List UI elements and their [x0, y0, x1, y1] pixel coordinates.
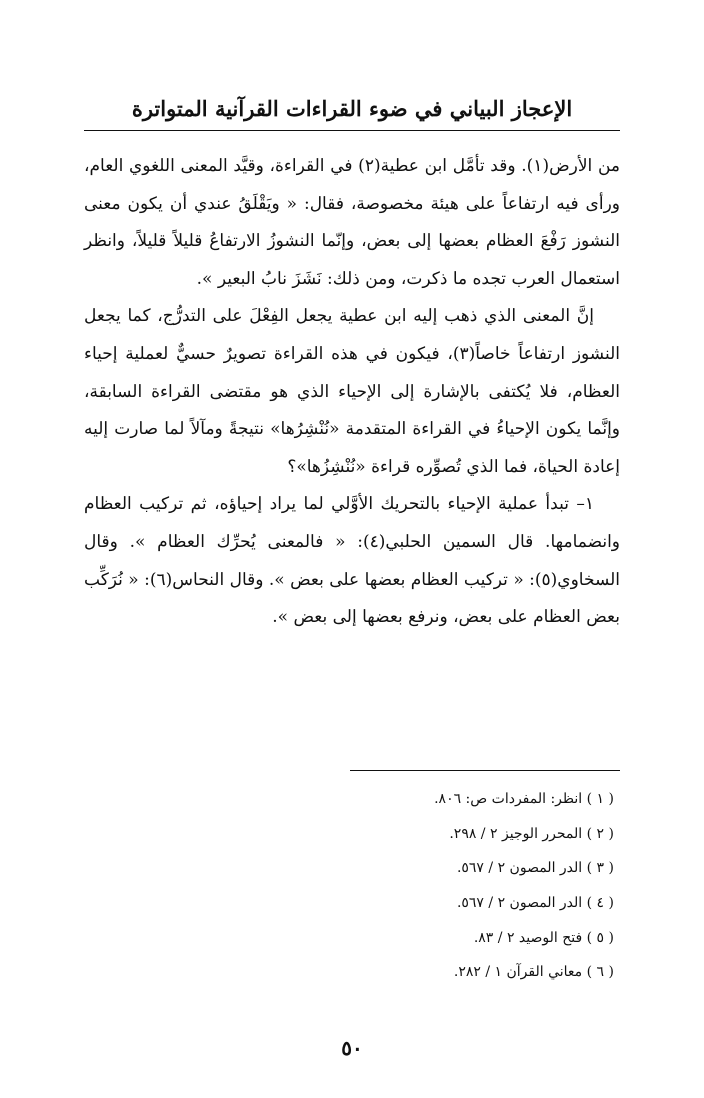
footnote-5: ( ٥ ) فتح الوصيد ٢ / ٨٣. — [473, 929, 614, 946]
paragraph-1: من الأرض(١). وقد تأمَّل ابن عطية(٢) في القراءة، وقيَّد المعنى اللغوي العام، ورأى فيه ارتفاعاً على هيئة مخصوصة، فقال: « ويَقْلَقُ عندي أن يكون معنى النشوز رَفْعَ العظام بعضها إلى بعض، وإنّما النشوزُ الارتفاعُ قليلاً قليلاً، وانظر استعمال العرب تجده ما ذكرت، ومن ذلك: نَشَزَ نابُ البعير ». — [84, 156, 620, 289]
footnote-3: ( ٣ ) الدر المصون ٢ / ٥٦٧. — [456, 860, 614, 877]
page-number: ٥٠ — [341, 1036, 363, 1060]
main-text — [84, 148, 620, 637]
footnote-4: ( ٤ ) الدر المصون ٢ / ٥٦٧. — [456, 895, 614, 912]
footnote-divider — [350, 770, 620, 771]
footnote-1: ( ١ ) انظر: المفردات ص: ٨٠٦. — [434, 791, 614, 807]
footnotes-list — [84, 782, 614, 990]
header-divider — [84, 130, 620, 131]
running-header-title: الإعجاز البياني في ضوء القراءات القرآنية المتواترة — [131, 96, 573, 121]
footnote-2: ( ٢ ) المحرر الوجيز ٢ / ٢٩٨. — [449, 825, 614, 842]
paragraph-2: إنَّ المعنى الذي ذهب إليه ابن عطية يجعل الفِعْلَ على التدرُّج، كما يجعل النشوز ارتفاعاً خاصاً(٣)، فيكون في هذه القراءة تصويرٌ حسيٌّ لعملية إحياء العظام، فلا يُكتفى بالإشارة إلى الإحياء الذي هو مقتضى القراءة السابقة، وإنَّما يكون الإحياءُ في القراءة المتقدمة «نُنْشِرُها» نتيجةً ومآلاً لما صارت إليه إعادة الحياة، فما الذي تُصوِّره قراءة «نُنْشِزُها»؟ — [84, 306, 621, 477]
footnote-6: ( ٦ ) معاني القرآن ١ / ٢٨٢. — [453, 964, 614, 981]
paragraph-3: ١– تبدأ عملية الإحياء بالتحريك الأوَّلي لما يراد إحياؤه، ثم تركيب العظام وانضمامها. قال السمين الحلبي(٤): « فالمعنى يُحرِّك العظام ». وقال السخاوي(٥): « تركيب العظام بعضها على بعض ». وقال النحاس(٦): « نُرَكِّب بعض العظام على بعض، ونرفع بعضها إلى بعض ». — [84, 494, 621, 628]
